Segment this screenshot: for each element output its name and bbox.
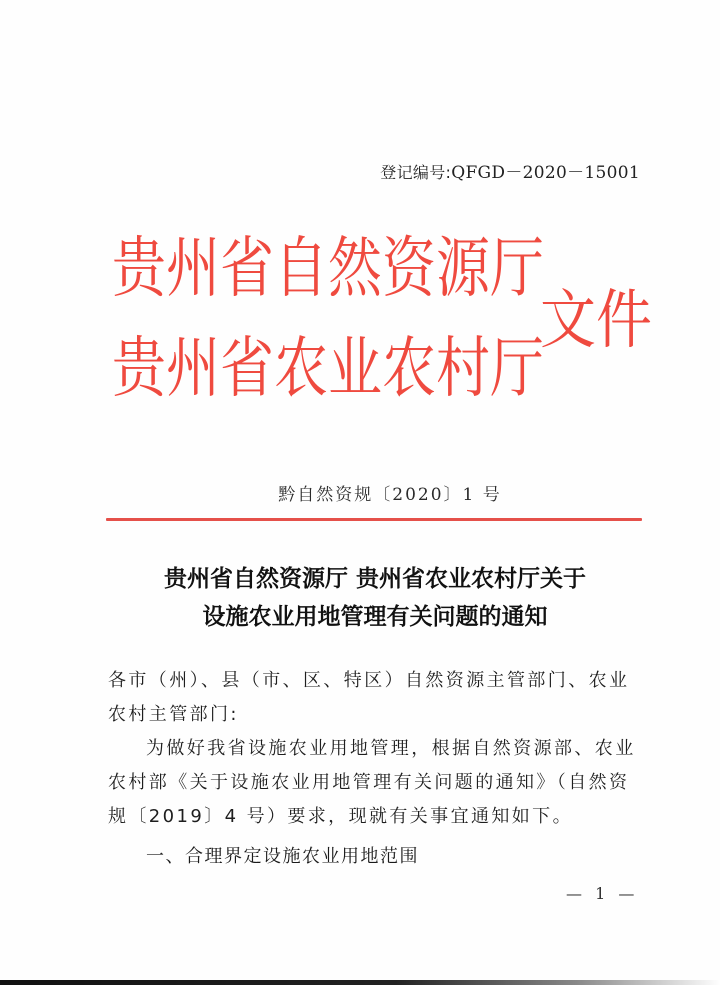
registration-value: QFGD－2020－15001 — [451, 163, 640, 183]
page-number: — 1 — — [566, 884, 639, 903]
section-heading: 一、合理界定设施农业用地范围 — [146, 846, 419, 867]
paragraph-intro — [108, 732, 648, 834]
paragraph-text: 为做好我省设施农业用地管理，根据自然资源部、农业农村部《关于设施农业用地管理有关问题的通知》（自然资规〔2019〕4 号）要求，现就有关事宜通知如下。 — [108, 738, 636, 827]
scan-edge — [0, 980, 720, 985]
document-title — [0, 560, 720, 636]
issuing-org-1: 贵州省自然资源厅 — [112, 229, 544, 307]
registration-label: 登记编号: — [380, 163, 452, 182]
red-letterhead — [112, 229, 652, 422]
red-divider — [106, 518, 642, 521]
document-number: 黔自然资规〔2020〕1 号 — [278, 485, 502, 505]
registration-number — [380, 158, 640, 183]
issuing-org-2: 贵州省农业农村厅 — [112, 329, 544, 407]
title-line-1: 贵州省自然资源厅 贵州省农业农村厅关于 — [163, 565, 586, 592]
title-line-2: 设施农业用地管理有关问题的通知 — [202, 603, 548, 630]
letterhead-suffix: 文件 — [540, 283, 652, 359]
recipients: 各市（州）、县（市、区、特区）自然资源主管部门、农业农村主管部门: — [108, 670, 630, 725]
